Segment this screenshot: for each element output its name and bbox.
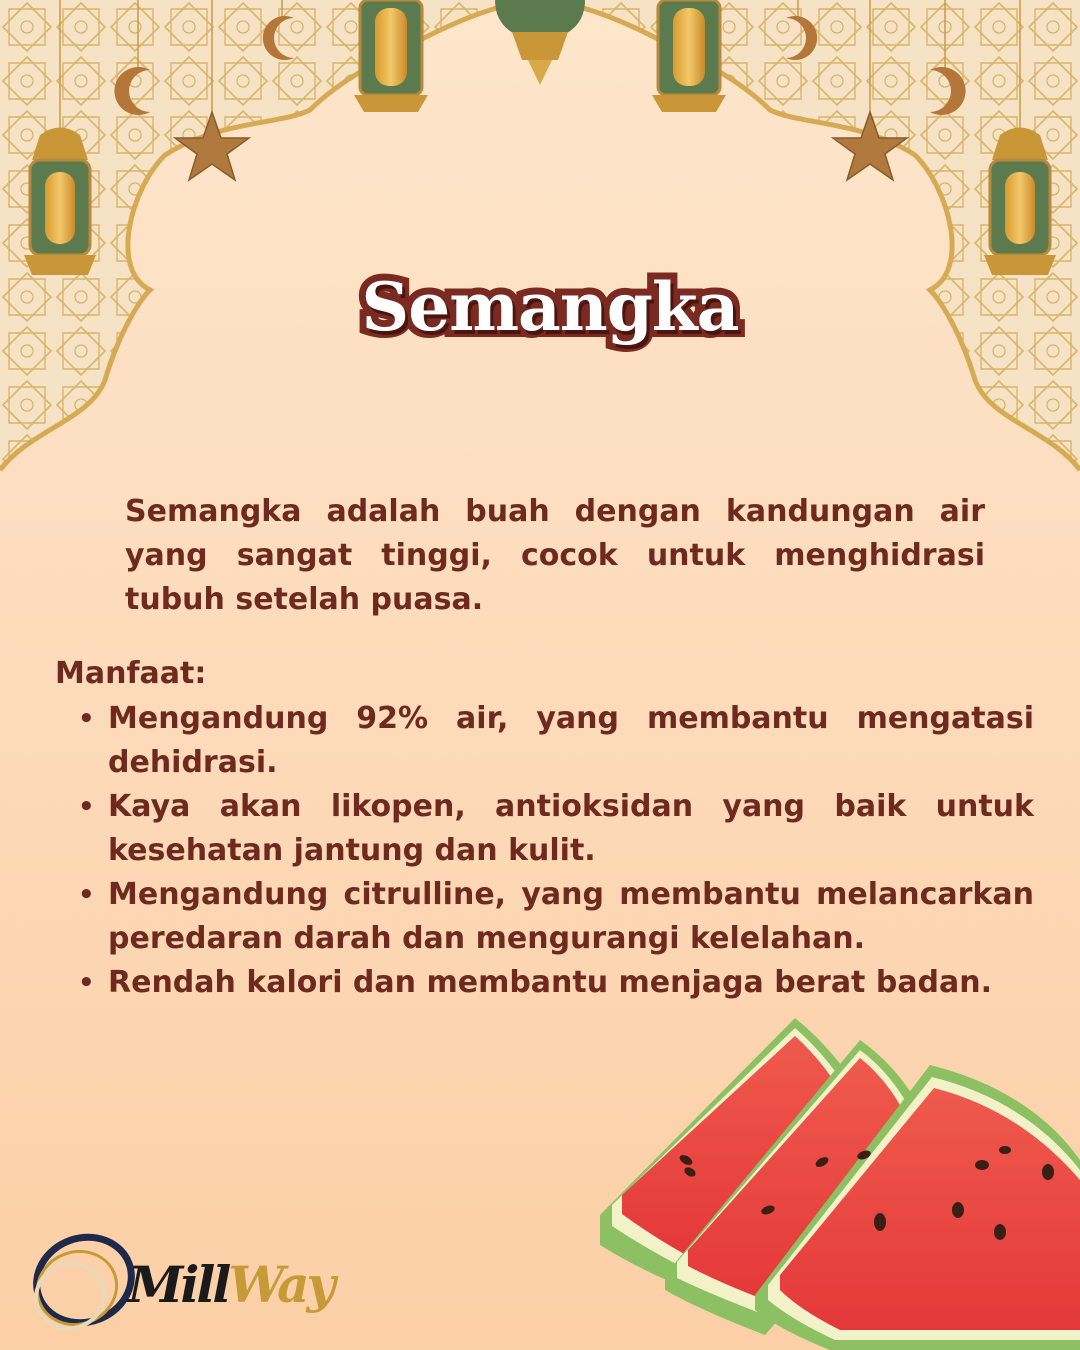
list-item <box>78 961 1034 1005</box>
list-item-text: Mengandung citrulline, yang membantu melancarkan peredaran darah dan mengurangi kelelahan. <box>108 877 1034 956</box>
list-item-text: Kaya akan likopen, antioksidan yang baik untuk kesehatan jantung dan kulit. <box>108 789 1034 868</box>
list-item <box>78 873 1034 961</box>
list-item <box>78 785 1034 873</box>
brand-logo-text: MillWay <box>128 1255 333 1314</box>
list-item <box>78 697 1034 785</box>
list-item-text: Rendah kalori dan membantu menjaga berat badan. <box>108 965 993 1000</box>
bullet-icon: • <box>78 968 95 998</box>
benefit-list <box>78 697 1034 1005</box>
lantern-icon <box>354 0 428 112</box>
watermelon-slice-image <box>600 1018 1080 1350</box>
list-item-text: Mengandung 92% air, yang membantu mengatasi dehidrasi. <box>108 701 1034 780</box>
bullet-icon: • <box>78 704 95 734</box>
lantern-icon <box>495 0 585 85</box>
page-title: Semangka <box>361 268 739 346</box>
bullet-icon: • <box>78 880 95 910</box>
bullet-icon: • <box>78 792 95 822</box>
intro-paragraph: Semangka adalah buah dengan kandungan air yang sangat tinggi, cocok untuk menghidrasi tubuh setelah puasa. <box>125 494 985 617</box>
star-icon <box>175 112 907 180</box>
benefits-heading: Manfaat: <box>55 656 207 691</box>
lantern-icon <box>652 0 726 112</box>
